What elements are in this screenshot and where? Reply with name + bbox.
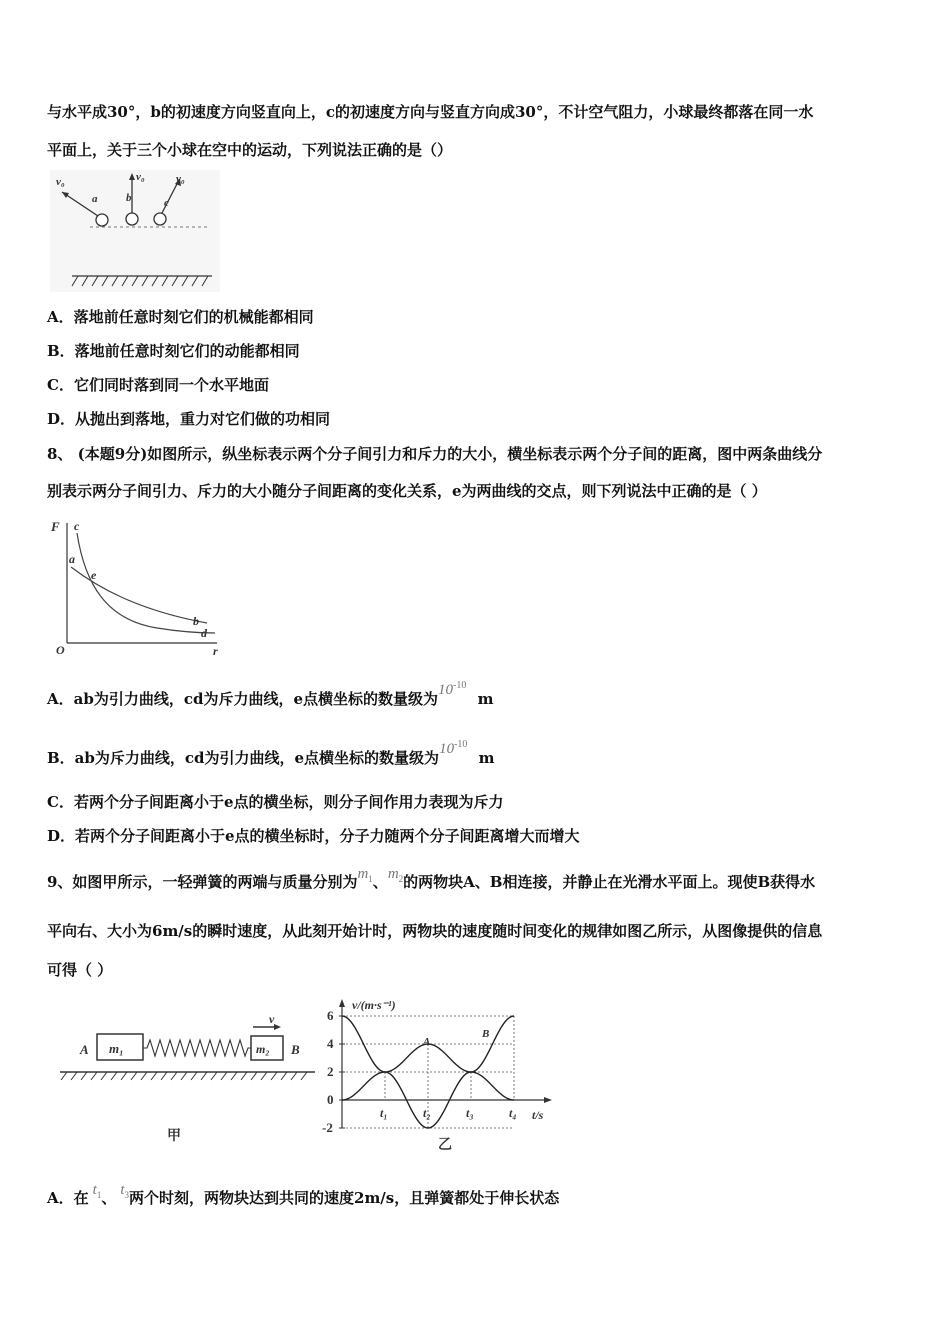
chart-xlabel: t/s	[532, 1108, 544, 1122]
power-base: 10	[438, 682, 454, 698]
q8-axis-f: F	[51, 519, 60, 534]
chart-curve-a-label: A	[423, 1036, 431, 1048]
m1-symbol: m	[357, 866, 369, 882]
power-base: 10	[439, 741, 455, 757]
q9-spring	[143, 1040, 251, 1056]
q7-figure	[50, 170, 220, 292]
q8-option-b-power	[439, 741, 467, 757]
chart-xtick-label: t₃	[466, 1106, 474, 1120]
q8-option-a	[47, 680, 494, 710]
power-exp: -10	[454, 739, 468, 750]
q9-label-v: v	[269, 1012, 275, 1026]
t3-symbol: t	[120, 1182, 125, 1198]
q8-line1: 8、 (本题9分)如图所示，纵坐标表示两个分子间引力和斥力的大小，横坐标表示两个分子间的距离，图中两条曲线分	[47, 445, 823, 463]
chart-xtick-label: t₁	[380, 1106, 388, 1120]
q9-sep: 、	[372, 873, 388, 891]
q9-line1-post: 的两物块A、B相连接，并静止在光滑水平面上。现使B获得水	[403, 873, 816, 891]
q8-label-a: a	[69, 552, 75, 566]
m2-sub: 2	[398, 874, 404, 884]
q9-m1	[357, 866, 372, 882]
q9-line1-pre: 9、如图甲所示，一轻弹簧的两端与质量分别为	[47, 873, 358, 891]
q7-option-a: A．落地前任意时刻它们的机械能都相同	[47, 308, 314, 326]
q8-option-a-text: A．ab为引力曲线，cd为斥力曲线，e点横坐标的数量级为	[47, 690, 439, 708]
q8-label-e: e	[91, 568, 97, 582]
q9-figure-jia	[55, 1010, 320, 1150]
q9-block-m2-label: m₂	[256, 1042, 270, 1056]
q8-origin: O	[56, 643, 65, 657]
q9-label-a: A	[80, 1042, 89, 1057]
q9-option-a-pre: A．在	[47, 1189, 89, 1207]
q8-option-b-unit: m	[478, 749, 495, 767]
t3-sub: 3	[124, 1190, 129, 1200]
chart-xtick-label: t₄	[509, 1106, 517, 1120]
q8-option-a-power	[438, 682, 466, 698]
q9-option-a	[47, 1182, 560, 1214]
chart-ytick-label: -2	[322, 1120, 333, 1135]
q7-label-c: c	[164, 197, 169, 209]
t1-symbol: t	[92, 1182, 97, 1198]
q9-label-b: B	[291, 1042, 300, 1057]
q7-option-d: D．从抛出到落地，重力对它们做的功相同	[47, 410, 331, 428]
power-exp: -10	[453, 680, 467, 691]
q7-option-c: C．它们同时落到同一个水平地面	[47, 376, 269, 394]
q8-option-b-text: B．ab为斥力曲线，cd为引力曲线，e点横坐标的数量级为	[47, 749, 440, 767]
q9-option-a-post: 两个时刻，两物块达到共同的速度2m/s，且弹簧都处于伸长状态	[129, 1189, 560, 1207]
chart-caption: 乙	[438, 1138, 452, 1153]
q7-line2: 平面上，关于三个小球在空中的运动，下列说法正确的是（）	[47, 141, 453, 159]
q7-ball-b	[126, 213, 138, 225]
m1-sub: 1	[368, 874, 373, 884]
q8-figure	[47, 515, 227, 663]
q8-axis-r: r	[213, 644, 218, 658]
q7-v0-b: v₀	[136, 171, 145, 183]
q9-line3: 可得（ ）	[47, 961, 113, 979]
chart-curve-b-label: B	[482, 1028, 490, 1040]
q7-option-b: B．落地前任意时刻它们的动能都相同	[47, 342, 300, 360]
q7-ball-c	[154, 213, 166, 225]
q9-block-m1-label: m₁	[109, 1041, 124, 1056]
q8-label-b: b	[193, 614, 199, 628]
q8-label-c: c	[74, 519, 80, 533]
q8-option-d: D．若两个分子间距离小于e点的横坐标时，分子力随两个分子间距离增大而增大	[47, 827, 580, 845]
q9-figure-yi	[318, 995, 558, 1155]
q7-label-b: b	[126, 192, 132, 204]
chart-ylabel: v/(m·s⁻¹)	[352, 998, 396, 1012]
q8-option-c: C．若两个分子间距离小于e点的横坐标，则分子间作用力表现为斥力	[47, 793, 504, 811]
q9-m2	[388, 866, 403, 882]
chart-ytick-label: 4	[327, 1036, 334, 1051]
q8-option-a-unit: m	[477, 690, 494, 708]
q9-option-a-sep: 、	[101, 1189, 117, 1207]
chart-ytick-label: 6	[327, 1008, 334, 1023]
q8-line2: 别表示两分子间引力、斥力的大小随分子间距离的变化关系，e为两曲线的交点，则下列说法中正确的是（ ）	[47, 482, 767, 500]
q9-line2: 平向右、大小为6m/s的瞬时速度，从此刻开始计时，两物块的速度随时间变化的规律如图乙所示，从图像提供的信息	[47, 922, 823, 940]
q8-option-b	[47, 739, 495, 769]
q9-line1	[47, 866, 816, 898]
q7-label-a: a	[92, 193, 98, 205]
chart-xtick-label: t₂	[423, 1106, 431, 1120]
q7-line1: 与水平成30°，b的初速度方向竖直向上，c的初速度方向与竖直方向成30°，不计空气阻力，小球最终都落在同一水	[47, 103, 814, 121]
q9-t3	[120, 1182, 129, 1198]
q9-t1	[93, 1182, 102, 1198]
q7-v0-a: v₀	[56, 176, 65, 188]
q7-v0-c: v₀	[176, 173, 185, 185]
t1-sub: 1	[96, 1190, 102, 1200]
q9-caption-jia: 甲	[167, 1129, 181, 1144]
chart-ytick-label: 0	[327, 1092, 334, 1107]
chart-ytick-label: 2	[327, 1064, 334, 1079]
m2-symbol: m	[387, 866, 399, 882]
q8-label-d: d	[201, 626, 207, 640]
